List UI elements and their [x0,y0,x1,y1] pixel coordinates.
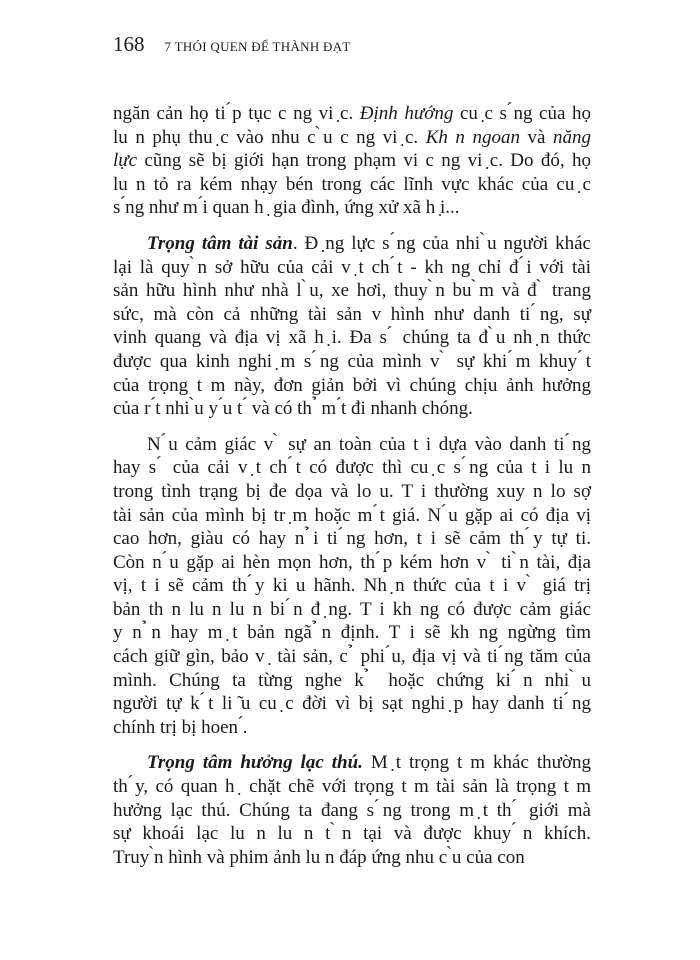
text-line [113,504,591,528]
text-line [113,350,591,374]
text-segment: y n ̉n hay m ̣t bản ngã ̉n định. T i sẽ kh ng ngừng tìm [113,622,591,644]
text-segment: cũng sẽ bị giới hạn trong phạm vi c ng vi ̣c. Do đó, họ [137,150,591,172]
text-line [113,716,591,740]
text-segment: hưởng lạc thú. Chúng ta đang s ́ng trong m ̣t th ́ giới mà [113,799,591,821]
paragraph [113,102,591,220]
text-line [113,480,591,504]
text-segment: vị, t i sẽ cảm th ́y ki u hãnh. Nh ̣n thức của t i v ̀ giá trị [113,575,591,597]
text-segment: lại là quy ̀n sở hữu của cải v ̣t ch ́t - kh ng chỉ đ ́i với tài [113,256,591,278]
text-line [113,645,591,669]
text-segment: của trọng t m này, đơn giản bởi vì chúng chịu ảnh hưởng [113,374,591,396]
text-line [113,397,591,421]
text-line [113,527,591,551]
text-line [113,846,591,870]
text-segment: của r ́t nhi ̀u y ́u t ́ và có th ̉ m ́t đi nhanh chóng. [113,398,473,420]
text-segment: Còn n ́u gặp ai hèn mọn hơn, th ́p kém hơn v ̀ ti ̀n tài, địa [113,551,591,573]
text-line [113,173,591,197]
text-segment: và [519,126,553,148]
text-segment: s ́ng như m ́i quan h ̣ gia đình, ứng xử xã h ̣i... [113,197,460,219]
text-line [113,551,591,575]
text-line [113,433,591,457]
text-segment: được qua kinh nghi ̣m s ́ng của mình v ̀ sự khi ́m khuy ́t [113,350,591,372]
text-segment: người tự k ́t li ̃u cu ̣c đời vì bị sạt nghi ̣p hay danh ti ́ng [113,693,591,715]
paragraph [113,433,591,740]
text-segment: lu n phụ thu ̣c vào nhu c ̀u c ng vi ̣c. [113,126,426,148]
text-line [113,775,591,799]
text-line [113,799,591,823]
text-line [113,196,591,220]
text-segment: cao hơn, giàu có hay n ̉i ti ́ng hơn, t i sẽ cảm th ́y tự ti. [113,528,591,550]
text-segment: hay s ́ của cải v ̣t ch ́t có được thì cu ̣c s ́ng của t i lu n [113,457,591,479]
text-line [113,256,591,280]
text-line [113,374,591,398]
running-header [113,32,351,57]
emphasis-text: Kh n ngoan [425,126,520,148]
text-line [113,303,591,327]
paragraph [113,751,591,869]
section-heading: Trọng tâm hưởng lạc thú. [147,752,363,774]
text-segment: chính trị bị hoen ́. [113,716,248,738]
text-line [113,692,591,716]
text-segment: trong tình trạng bị đe dọa và lo u. T i thường xuy n lo sợ [113,480,591,502]
page-number: 168 [113,32,145,56]
text-line [113,621,591,645]
section-heading: Trọng tâm tài sản [147,232,293,254]
text-segment: lu n tỏ ra kém nhạy bén trong các lĩnh vực khác của cu ̣c [113,173,591,195]
text-segment: sản hữu hình như nhà l ̀u, xe hơi, thuy ̀n bu ̀m và đ ̀ trang [113,280,591,302]
text-line [113,149,591,173]
text-line [113,598,591,622]
text-segment: N ́u cảm giác v ̀ sự an toàn của t i dựa vào danh ti ́ng [147,433,591,455]
text-segment: Truy ̀n hình và phim ảnh lu n đáp ứng nhu c ̀u của con [113,846,525,868]
text-segment: vinh quang và địa vị xã h ̣i. Đa s ́ chúng ta đ ̀u nh ̣n thức [113,327,591,349]
text-line [113,751,591,775]
text-segment: bản th n lu n lu n bi ́n đ ̣ng. T i kh ng có được cảm giác [113,598,591,620]
body-text [113,102,591,881]
emphasis-text: Định hướng [359,103,454,124]
text-segment: cách giữ gìn, bảo v ̣ tài sản, c ̉ phi ́u, địa vị và ti ́ng tăm của [113,646,591,668]
book-title: 7 THÓI QUEN ĐỂ THÀNH ĐẠT [164,39,351,54]
text-segment: ngăn cản họ ti ́p tục c ng vi ̣c. [113,103,360,124]
text-line [113,456,591,480]
text-line [113,326,591,350]
emphasis-text: năng [552,126,591,148]
text-segment: sự khoái lạc lu n lu n t ̀n tại và được khuy ́n khích. [113,823,591,845]
text-segment: tài sản của mình bị tr ̣m hoặc m ́t giá. N ́u gặp ai có địa vị [113,504,591,526]
text-segment: mình. Chúng ta từng nghe k ̉ hoặc chứng ki ́n nhi ̀u [113,669,591,691]
text-line [113,126,591,150]
text-segment: sức, mà còn cả những tài sản v hình như danh ti ́ng, sự [113,303,591,325]
text-line [113,574,591,598]
text-segment: cu ̣c s ́ng của họ [453,103,591,124]
text-segment: th ́y, có quan h ̣ chặt chẽ với trọng t m tài sản là trọng t m [113,776,591,798]
paragraph [113,232,591,421]
text-line [113,669,591,693]
text-line [113,232,591,256]
text-line [113,822,591,846]
emphasis-text: lực [113,150,138,172]
text-segment: . Đ ̣ng lực s ́ng của nhi ̀u người khác [292,232,591,254]
text-segment: M ̣t trọng t m khác thường [362,752,591,774]
text-line [113,102,591,126]
text-line [113,279,591,303]
